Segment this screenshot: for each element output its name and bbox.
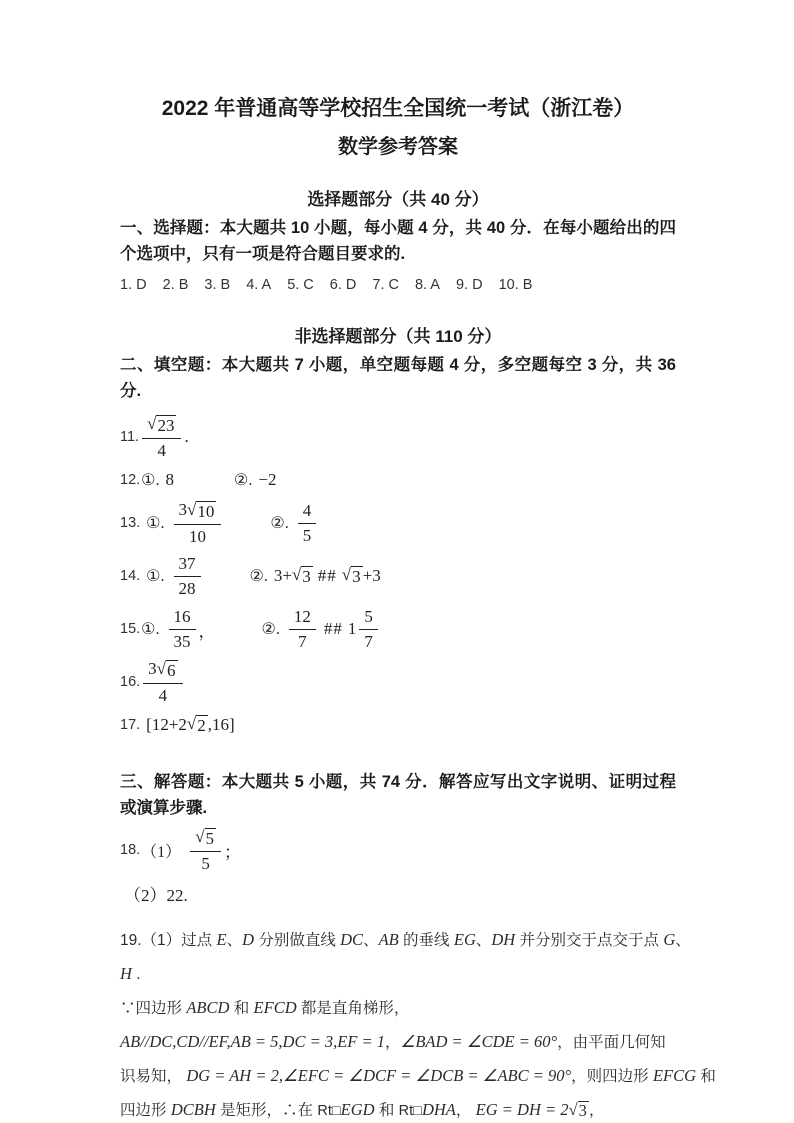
answer-6: 6. D [329, 277, 357, 293]
q19-line-4: AB//DC,CD//EF,AB = 5,DC = 3,EF = 1，∠BAD = ∠CDE = 60°，由平面几何知 [120, 1032, 666, 1052]
q14-sqrt1: √ 3 [291, 564, 311, 586]
q14-label: 14. [120, 568, 141, 585]
radical-sign: √ [568, 1100, 578, 1120]
q16-label: 16. [120, 674, 141, 691]
q12-part1-value: 8 [165, 470, 175, 490]
q14-sqrt2: √ 3 [341, 564, 361, 586]
q13-part2-mark: ②. [270, 515, 289, 533]
answer-q18-part1-row [120, 827, 676, 873]
fill-in-instructions: 二、填空题：本大题共 7 小题，单空题每题 4 分，多空题每空 3 分，共 36 分. [120, 356, 676, 400]
q14-part1-fraction: $\frac{37}{28}$ [174, 554, 201, 598]
solution-section-instructions: 三、解答题：本大题共 5 小题，共 74 分．解答应写出文字说明、证明过程或演算步骤. [120, 773, 676, 818]
q15-mixed-whole: 1 [347, 619, 357, 639]
q12-label: 12. [120, 472, 141, 489]
radical-sign: √ [147, 414, 157, 433]
q14-part2-mark: ②. [249, 568, 268, 586]
answer-9: 9. D [455, 277, 483, 293]
answer-q11-row [120, 414, 676, 460]
q18-part2: （2）22. [124, 885, 188, 905]
choice-section-heading: 选择题部分（共 40 分） [307, 190, 489, 209]
choice-instructions: 一、选择题：本大题共 10 小题，每小题 4 分，共 40 分．在每小题给出的四个选项中，只有一项是符合题目要求的. [120, 219, 676, 263]
q15-part2-fraction: $\frac{12}{7}$ [289, 607, 316, 651]
q17-expr-pre: [12+2 [146, 715, 187, 735]
q11-label: 11. [120, 429, 140, 446]
q18-fraction: √ 5 5 [190, 827, 221, 873]
radical-sign: √ [341, 564, 352, 584]
q15-label: 15. [120, 621, 141, 638]
q14-alt-separator: ## [317, 566, 337, 586]
q14-expr-post: +3 [362, 566, 381, 586]
q12-part2-value: −2 [258, 470, 277, 490]
q13-part1-mark: ①. [146, 515, 165, 533]
radical-sign: √ [195, 827, 205, 847]
q15-part1-mark: ①. [141, 621, 160, 639]
answer-q14-row [120, 553, 676, 599]
answer-q15-row [120, 606, 676, 652]
q14-expr-pre: 3+ [273, 566, 292, 586]
q15-comma: ， [198, 621, 216, 641]
q19-line-5: 识易知， DG = AH = 2,∠EFC = ∠DCF = ∠DCB = ∠ABC = 90°，则四边形 EFCG 和 [120, 1066, 716, 1086]
answer-10: 10. B [498, 277, 533, 293]
q17-sqrt: √ 2 [186, 714, 206, 735]
q18-label: 18. [120, 842, 141, 859]
doc-title-line2: 数学参考答案 [338, 136, 458, 158]
answer-4: 4. A [246, 277, 272, 293]
answer-8: 8. A [414, 277, 440, 293]
q15-part1-fraction: $\frac{16}{35}$ [169, 607, 196, 651]
q16-fraction: 3 √ 6 4 [143, 659, 182, 705]
radical-sign: √ [186, 714, 197, 733]
q12-part2-mark: ②. [234, 472, 253, 490]
q19-sqrt: √ 3 [568, 1100, 587, 1121]
answer-3: 3. B [204, 277, 231, 293]
choice-answers-line [120, 275, 676, 295]
q12-part1-mark: ①. [141, 472, 160, 490]
nonchoice-section-heading: 非选择题部分（共 110 分） [294, 327, 502, 346]
answer-q17-row [120, 712, 676, 738]
q13-label: 13. [120, 515, 141, 532]
answer-7: 7. C [372, 277, 399, 293]
q14-part1-mark: ①. [146, 568, 165, 586]
q18-suffix: ； [224, 842, 242, 862]
q15-mixed-fraction: $\frac{5}{7}$ [359, 607, 378, 651]
q11-suffix: . [184, 427, 189, 447]
q19-line-6: 四边形 DCBH 是矩形，∴在 Rt□EGD 和 Rt□DHA， EG = DH = 2 √ 3 ， [120, 1100, 605, 1121]
q17-label: 17. [120, 717, 141, 734]
q15-alt-separator: ## [323, 619, 343, 639]
q19-line-1: 19.（1）过点 E、D 分别做直线 DC、AB 的垂线 EG、DH 并分别交于点交于点 G、 [120, 930, 691, 950]
q15-part2-mark: ②. [261, 621, 280, 639]
answer-q12-row [120, 467, 676, 493]
answer-q16-row [120, 659, 676, 705]
q13-part2-fraction: $\frac{4}{5}$ [298, 501, 317, 545]
radical-sign: √ [187, 500, 197, 520]
q11-fraction: √ 23 4 [142, 414, 181, 460]
radical-sign: √ [291, 564, 302, 584]
answer-q13-row [120, 500, 676, 546]
answer-2: 2. B [162, 277, 189, 293]
answer-1: 1. D [120, 277, 147, 293]
radical-sign: √ [156, 659, 167, 679]
q17-expr-post: ,16] [207, 715, 235, 735]
answer-5: 5. C [287, 277, 314, 293]
answer-q18-part2-row [120, 880, 676, 906]
doc-title-line1: 2022 年普通高等学校招生全国统一考试（浙江卷） [161, 97, 635, 120]
q13-part1-fraction: 3 √ 10 10 [174, 500, 222, 546]
q19-line-2: H . [120, 964, 141, 984]
q19-line-3: ∵四边形 ABCD 和 EFCD 都是直角梯形， [120, 998, 410, 1018]
q18-part1-mark: （1） [141, 843, 182, 861]
